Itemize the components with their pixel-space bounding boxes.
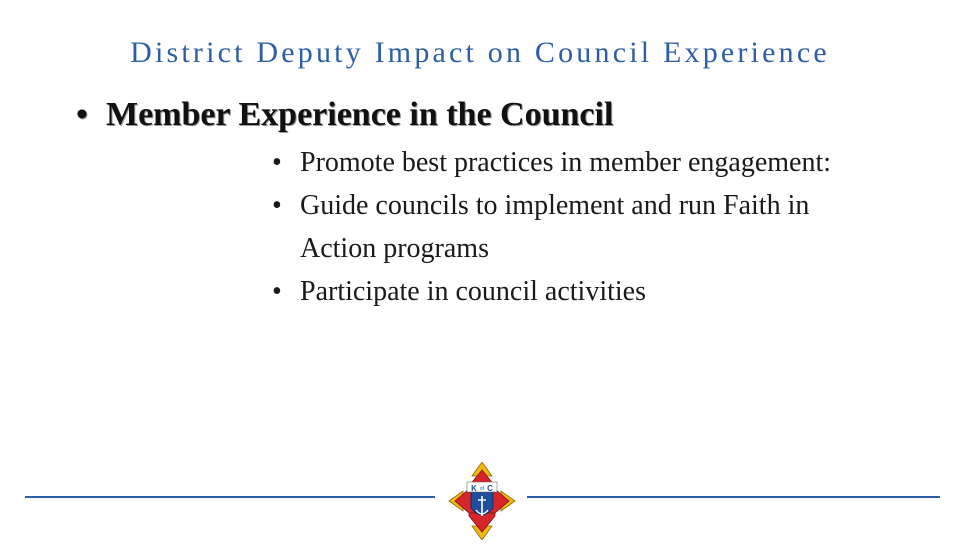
knights-of-columbus-emblem-icon xyxy=(447,462,517,540)
list-bullet: • xyxy=(272,276,282,307)
emblem-letter-c: C xyxy=(487,484,493,493)
bullet-list xyxy=(272,141,872,313)
list-item-text: Participate in council activities xyxy=(300,276,646,307)
list-item-text: Promote best practices in member engagement: xyxy=(300,147,832,178)
emblem-letter-of: of xyxy=(479,486,485,492)
footer-divider-right xyxy=(527,496,940,498)
emblem-letter-k: K xyxy=(471,484,477,493)
heading-bullet: • xyxy=(76,96,88,133)
section-heading xyxy=(76,96,613,134)
list-item-text: Guide councils to implement and run Faith in Action programs xyxy=(300,190,810,264)
list-item xyxy=(272,184,872,270)
slide-title: District Deputy Impact on Council Experience xyxy=(130,36,830,69)
footer-divider-left xyxy=(25,496,435,498)
list-bullet: • xyxy=(272,147,282,178)
list-item xyxy=(272,270,872,313)
list-item xyxy=(272,141,872,184)
list-bullet: • xyxy=(272,190,282,221)
heading-text: Member Experience in the Council xyxy=(106,96,614,133)
